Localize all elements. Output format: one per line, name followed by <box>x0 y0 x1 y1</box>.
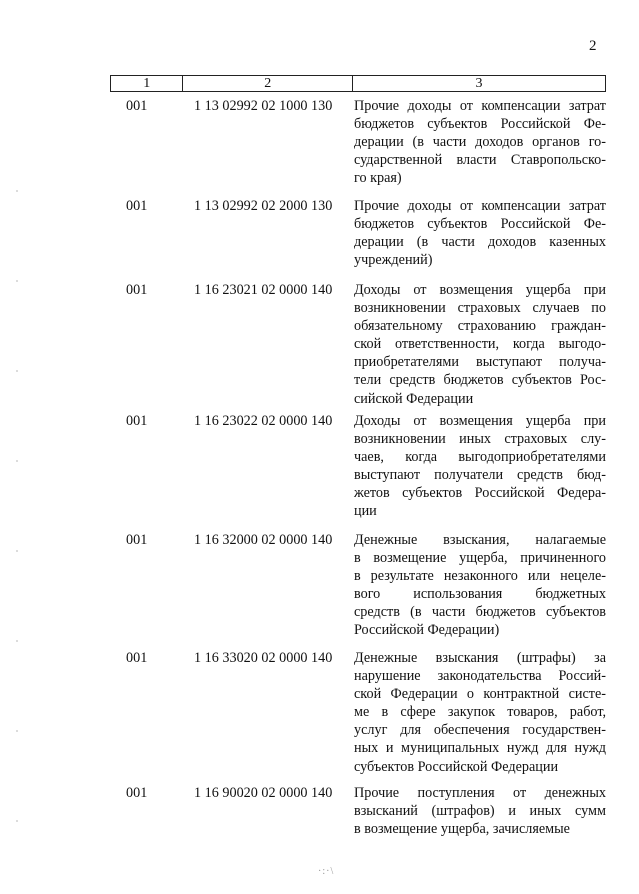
description-line: бюджетов субъектов Российской Фе- <box>354 116 606 133</box>
row-code: 001 <box>126 98 148 114</box>
row-budget-code: 1 13 02992 02 1000 130 <box>194 98 333 114</box>
row-budget-code: 1 16 23021 02 0000 140 <box>194 282 333 298</box>
description-line: в результате незаконного или нецеле- <box>354 568 606 585</box>
description-line: сийской Федерации <box>354 390 474 407</box>
description-line: жетов субъектов Российской Федера- <box>354 485 606 502</box>
description-line: бюджетов субъектов Российской Фе- <box>354 216 606 233</box>
description-line: Доходы от возмещения ущерба при <box>354 413 606 429</box>
row-code: 001 <box>126 650 148 666</box>
header-col-2: 2 <box>182 76 352 91</box>
description-line: дерации (в части доходов органов го- <box>354 134 606 151</box>
row-budget-code: 1 13 02992 02 2000 130 <box>194 198 333 214</box>
description-line: обязательному страхованию граждан- <box>354 318 606 335</box>
description-line: ской ответственности, когда выгодо- <box>354 336 606 353</box>
description-line: дерации (в части доходов казенных <box>354 234 606 251</box>
row-budget-code: 1 16 90020 02 0000 140 <box>194 785 333 801</box>
description-line: Доходы от возмещения ущерба при <box>354 282 606 298</box>
page-number: 2 <box>589 38 597 54</box>
description-line: тели средств бюджетов субъектов Рос- <box>354 372 606 389</box>
description-line: сударственной власти Ставропольско- <box>354 152 606 169</box>
description-line: субъектов Российской Федерации <box>354 758 559 775</box>
description-line: Российской Федерации) <box>354 622 500 639</box>
description-line: вого использования бюджетных <box>354 586 606 603</box>
description-line: ции <box>354 503 377 520</box>
description-line: услуг для обеспечения государствен- <box>354 722 606 739</box>
description-line: чаев, когда выгодоприобретателями <box>354 449 606 466</box>
header-col-3: 3 <box>352 76 606 91</box>
row-description <box>354 281 606 408</box>
scan-margin-marks <box>16 150 18 850</box>
description-line: нарушение законодательства Россий- <box>354 668 606 685</box>
description-line: приобретателями выступают получа- <box>354 354 606 371</box>
description-line: взысканий (штрафов) и иных сумм <box>354 803 606 820</box>
description-line: средств (в части бюджетов субъектов <box>354 604 606 621</box>
description-line: го края) <box>354 170 402 187</box>
row-description <box>354 531 606 640</box>
row-description <box>354 649 606 776</box>
description-line: Прочие доходы от компенсации затрат <box>354 198 606 214</box>
row-code: 001 <box>126 785 148 801</box>
description-line: возникновении страховых случаев по <box>354 300 606 317</box>
row-code: 001 <box>126 198 148 214</box>
description-line: учреждений) <box>354 252 433 269</box>
description-line: в возмещение ущерба, зачисляемые <box>354 821 570 838</box>
description-line: Прочие доходы от компенсации затрат <box>354 98 606 114</box>
description-line: Денежные взыскания (штрафы) за <box>354 650 606 666</box>
scan-smudge: ·:·\ <box>318 866 335 877</box>
description-line: выступают получатели средств бюд- <box>354 467 606 484</box>
row-budget-code: 1 16 33020 02 0000 140 <box>194 650 333 666</box>
row-description <box>354 784 606 838</box>
header-col-1: 1 <box>110 76 182 91</box>
row-description <box>354 412 606 521</box>
table-header-row <box>110 75 606 92</box>
revenue-codes-table <box>110 75 606 92</box>
row-budget-code: 1 16 32000 02 0000 140 <box>194 532 333 548</box>
description-line: в возмещение ущерба, причиненного <box>354 550 606 567</box>
description-line: Денежные взыскания, налагаемые <box>354 532 606 548</box>
description-line: ных и муниципальных нужд для нужд <box>354 740 606 757</box>
row-budget-code: 1 16 23022 02 0000 140 <box>194 413 333 429</box>
row-code: 001 <box>126 532 148 548</box>
row-description <box>354 97 606 187</box>
row-code: 001 <box>126 413 148 429</box>
row-description <box>354 197 606 269</box>
description-line: ме в сфере закупок товаров, работ, <box>354 704 606 721</box>
row-code: 001 <box>126 282 148 298</box>
description-line: ской Федерации о контрактной систе- <box>354 686 606 703</box>
description-line: возникновении иных страховых слу- <box>354 431 606 448</box>
description-line: Прочие поступления от денежных <box>354 785 606 801</box>
